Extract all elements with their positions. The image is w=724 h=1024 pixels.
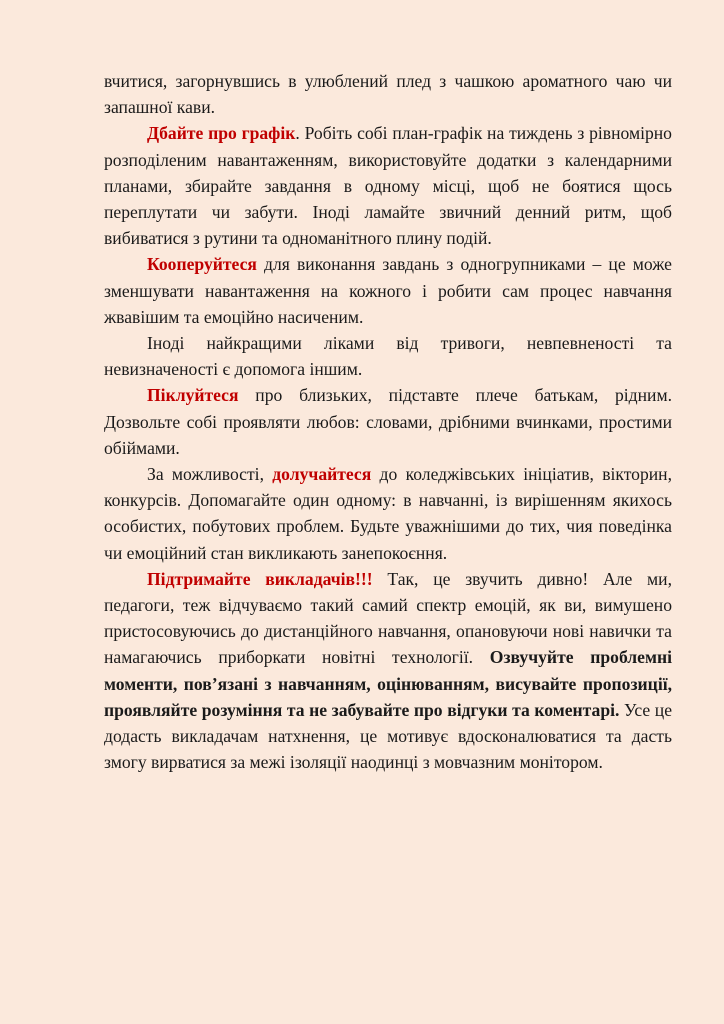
paragraph-text-after: Усе це додасть викладачам натхнення, це мотивує вдосконалюватися та дасть змогу вирватися за межі ізоляції наодинці з мовчазним монітором. bbox=[104, 699, 673, 773]
paragraph-cooperate bbox=[104, 251, 672, 330]
highlight-schedule: Дбайте про графік bbox=[147, 123, 296, 144]
paragraph-text: Так, це звучить дивно! Але ми, педагоги, теж відчуваємо такий самий спектр емоцій, як ви, вимушено пристосовуючись до дистанційного навчання, опановуючи нові навички та намагаючись приборкати новітні технології. bbox=[104, 568, 672, 668]
paragraph-care bbox=[104, 382, 672, 461]
paragraph-intro bbox=[104, 68, 672, 120]
bold-callout: Озвучуйте проблемні моменти, пов’язані з навчанням, оцінюванням, висувайте пропозиції, проявляйте розуміння та не забувайте про відгуки та коментарі. bbox=[104, 647, 672, 720]
paragraph-join bbox=[104, 461, 672, 566]
paragraph-help-others bbox=[104, 330, 672, 382]
highlight-cooperate: Кооперуйтеся bbox=[147, 254, 257, 275]
paragraph-text: для виконання завдань з одногрупниками – це може зменшувати навантаження на кожного і робити сам процес навчання жвавішим та емоційно насиченим. bbox=[104, 254, 672, 327]
paragraph-text: про близьких, підставте плече батькам, рідним. Дозвольте собі проявляти любов: словами, дрібними вчинками, простими обіймами. bbox=[104, 385, 672, 458]
highlight-care: Піклуйтеся bbox=[147, 385, 239, 406]
document-page bbox=[104, 68, 672, 775]
highlight-support-teachers: Підтримайте викладачів!!! bbox=[147, 568, 373, 589]
highlight-join: долучайтеся bbox=[272, 464, 372, 485]
paragraph-text-before: За можливості, bbox=[147, 464, 273, 485]
paragraph-text: вчитися, загорнувшись в улюблений плед з чашкою ароматного чаю чи запашної кави. bbox=[104, 71, 672, 118]
paragraph-text: Іноді найкращими ліками від тривоги, невпевненості та невизначеності є допомога іншим. bbox=[104, 333, 672, 380]
paragraph-support-teachers bbox=[104, 566, 672, 776]
paragraph-schedule bbox=[104, 120, 672, 251]
paragraph-text: . Робіть собі план-графік на тиждень з рівномірно розподіленим навантаженням, використовуйте додатки з календарними планами, збирайте завдання в одному місці, щоб не боятися щось переплутати чи забути. Іноді ламайте звичний денний ритм, щоб вибиватися з рутини та одноманітного плину подій. bbox=[104, 123, 672, 249]
paragraph-text: до коледжівських ініціатив, вікторин, конкурсів. Допомагайте один одному: в навчанні, із вирішенням якихось особистих, побутових проблем. Будьте уважнішими до тих, чия поведінка чи емоційний стан викликають занепокоєння. bbox=[104, 464, 672, 563]
